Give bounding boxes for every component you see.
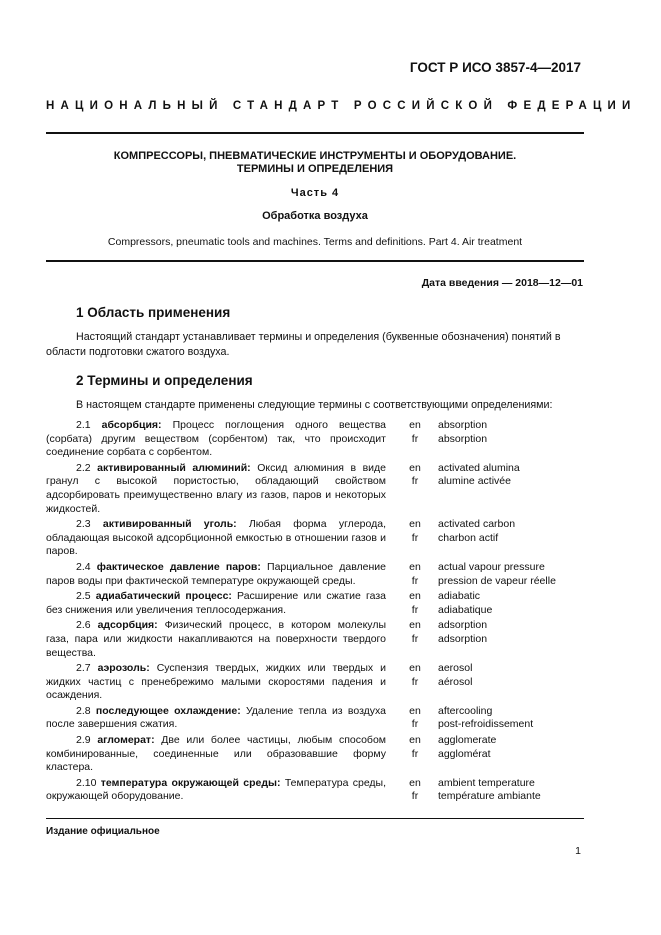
- term-name: температура окружающей среды:: [100, 776, 281, 789]
- term-english: aerosol: [438, 662, 473, 675]
- term-text: Парциальное давление паров воды при фактической температуре окружающей среды.: [46, 560, 387, 587]
- term-definition: [46, 419, 386, 460]
- term-definition: [46, 662, 386, 703]
- term-equivalents: [438, 561, 556, 588]
- footer-rule: [46, 818, 584, 819]
- lang-code-fr: fr: [411, 603, 419, 616]
- term-english: actual vapour pressure: [438, 560, 545, 573]
- language-codes: [404, 662, 426, 689]
- lang-code-fr: fr: [411, 531, 419, 544]
- term-entry: [46, 518, 584, 559]
- term-french: adiabatique: [438, 603, 493, 616]
- term-number: 2.10: [76, 776, 97, 789]
- term-entry: [46, 561, 584, 588]
- term-name: фактическое давление паров:: [96, 560, 261, 573]
- term-english: adiabatic: [438, 590, 481, 603]
- term-text: Температура среды, окружающей оборудование.: [46, 776, 387, 803]
- term-number: 2.7: [76, 662, 91, 675]
- term-number: 2.4: [76, 560, 91, 573]
- language-codes: [404, 561, 426, 588]
- terms-list: [46, 419, 584, 806]
- term-entry: [46, 705, 584, 732]
- term-entry: [46, 734, 584, 775]
- language-codes: [404, 619, 426, 646]
- section-2-intro-text: В настоящем стандарте применены следующие термины с соответствующими определениями:: [76, 399, 553, 411]
- term-number: 2.8: [76, 704, 91, 717]
- term-equivalents: [438, 777, 541, 804]
- lang-code-fr: fr: [411, 718, 419, 731]
- term-number: 2.1: [76, 419, 91, 431]
- term-name: последующее охлаждение:: [95, 704, 241, 717]
- term-number: 2.9: [76, 734, 91, 747]
- term-equivalents: [438, 705, 533, 732]
- term-french: pression de vapeur réelle: [438, 574, 556, 587]
- term-french: charbon actif: [438, 531, 499, 544]
- term-text: Суспензия твердых, жидких или твердых и жидких частиц с пренебрежимо малыми скоростями падения и осаждения.: [46, 662, 387, 702]
- section-1-heading: 1 Область применения: [76, 305, 231, 320]
- term-equivalents: [438, 662, 472, 689]
- term-text: Расширение или сжатие газа без снижения или увеличения теплосодержания.: [46, 590, 386, 616]
- term-number: 2.2: [76, 461, 91, 474]
- lang-code-en: en: [409, 518, 421, 531]
- term-equivalents: [438, 419, 487, 446]
- term-name: адиабатический процесс:: [95, 590, 232, 603]
- term-french: absorption: [438, 432, 488, 445]
- page-number: 1: [575, 845, 581, 857]
- title-line-2: ТЕРМИНЫ И ОПРЕДЕЛЕНИЯ: [236, 163, 394, 175]
- title-line-1: КОМПРЕССОРЫ, ПНЕВМАТИЧЕСКИЕ ИНСТРУМЕНТЫ И ОБОРУДОВАНИЕ.: [113, 150, 517, 162]
- term-french: alumine activée: [438, 475, 511, 488]
- term-text: Две или более частицы, любым способом комбинированные, соединенные или образовавшие форму кластера.: [46, 734, 386, 774]
- term-definition: [46, 619, 386, 660]
- term-entry: [46, 662, 584, 703]
- lang-code-en: en: [409, 590, 421, 603]
- term-english: aftercooling: [438, 704, 493, 717]
- term-entry: [46, 462, 584, 516]
- part-title: Обработка воздуха: [262, 210, 368, 222]
- term-number: 2.3: [76, 518, 91, 531]
- lang-code-fr: fr: [411, 475, 419, 488]
- part-label: Часть 4: [290, 187, 340, 199]
- title-rule: [46, 260, 584, 262]
- lang-code-en: en: [409, 419, 421, 431]
- term-equivalents: [438, 518, 515, 545]
- term-definition: [46, 462, 386, 516]
- term-entry: [46, 419, 584, 460]
- term-entry: [46, 619, 584, 660]
- term-french: température ambiante: [438, 790, 541, 803]
- term-definition: [46, 777, 386, 804]
- term-french: aérosol: [438, 675, 473, 688]
- lang-code-fr: fr: [411, 790, 419, 803]
- term-text: Оксид алюминия в виде гранул с высокой пористостью, обладающий свойством адсорбировать преимущественно влагу из газов, паров и некоторых жидкостей.: [46, 461, 387, 515]
- term-english: activated alumina: [438, 461, 520, 474]
- lang-code-en: en: [409, 461, 421, 474]
- term-name: активированный алюминий:: [97, 461, 251, 474]
- term-text: Процесс поглощения одного вещества (сорбата) другим веществом (сорбентом) так, что происходит соединение сорбата с сорбентом.: [46, 419, 386, 459]
- term-equivalents: [438, 619, 487, 646]
- term-french: adsorption: [438, 632, 488, 645]
- lang-code-en: en: [409, 704, 421, 717]
- introduction-date: Дата введения — 2018—12—01: [421, 277, 583, 289]
- term-name: активированный уголь:: [102, 518, 237, 531]
- lang-code-fr: fr: [411, 574, 419, 587]
- section-2-intro: [46, 398, 584, 413]
- lang-code-en: en: [409, 734, 421, 747]
- term-french: post-refroidissement: [438, 718, 534, 731]
- document-number: ГОСТ Р ИСО 3857-4—2017: [409, 60, 581, 75]
- term-entry: [46, 590, 584, 617]
- term-text: Удаление тепла из воздуха после завершения сжатия.: [46, 704, 386, 731]
- lang-code-fr: fr: [411, 432, 419, 445]
- language-codes: [404, 462, 426, 489]
- term-definition: [46, 705, 386, 732]
- english-title: Compressors, pneumatic tools and machines. Terms and definitions. Part 4. Air treatment: [107, 236, 523, 248]
- term-number: 2.5: [76, 590, 91, 603]
- section-2-heading: 2 Термины и определения: [76, 373, 253, 388]
- header-rule: [46, 132, 584, 134]
- lang-code-en: en: [409, 560, 421, 573]
- term-entry: [46, 777, 584, 804]
- term-english: agglomerate: [438, 734, 497, 747]
- term-equivalents: [438, 462, 520, 489]
- term-name: абсорбция:: [101, 419, 162, 431]
- language-codes: [404, 518, 426, 545]
- term-english: ambient temperature: [438, 776, 535, 789]
- term-name: адсорбция:: [97, 619, 158, 632]
- lang-code-en: en: [409, 619, 421, 632]
- lang-code-fr: fr: [411, 747, 419, 760]
- term-equivalents: [438, 734, 496, 761]
- language-codes: [404, 777, 426, 804]
- term-english: adsorption: [438, 619, 488, 632]
- term-equivalents: [438, 590, 492, 617]
- term-english: activated carbon: [438, 518, 516, 531]
- lang-code-en: en: [409, 776, 421, 789]
- national-standard-banner: НАЦИОНАЛЬНЫЙ СТАНДАРТ РОССИЙСКОЙ ФЕДЕРАЦИИ: [46, 100, 637, 112]
- term-number: 2.6: [76, 619, 91, 632]
- term-text: Любая форма углерода, обладающая высокой адсорбционной емкостью в отношении газов и паров.: [46, 518, 386, 558]
- lang-code-fr: fr: [411, 632, 419, 645]
- term-definition: [46, 561, 386, 588]
- language-codes: [404, 705, 426, 732]
- lang-code-en: en: [409, 662, 421, 675]
- term-definition: [46, 734, 386, 775]
- language-codes: [404, 590, 426, 617]
- term-definition: [46, 590, 386, 617]
- official-edition-label: Издание официальное: [46, 826, 160, 837]
- language-codes: [404, 419, 426, 446]
- section-1-body: Настоящий стандарт устанавливает термины и определения (буквенные обозначения) понятий в области подготовки сжатого воздуха.: [46, 331, 561, 358]
- lang-code-fr: fr: [411, 675, 419, 688]
- term-name: аэрозоль:: [97, 662, 150, 675]
- term-french: agglomérat: [438, 747, 491, 760]
- term-name: агломерат:: [97, 734, 155, 747]
- term-text: Физический процесс, в котором молекулы газа, пара или жидкости накапливаются на поверхности твердого вещества.: [46, 619, 387, 659]
- term-definition: [46, 518, 386, 559]
- language-codes: [404, 734, 426, 761]
- section-1-text: [46, 330, 584, 360]
- term-english: absorption: [438, 419, 488, 431]
